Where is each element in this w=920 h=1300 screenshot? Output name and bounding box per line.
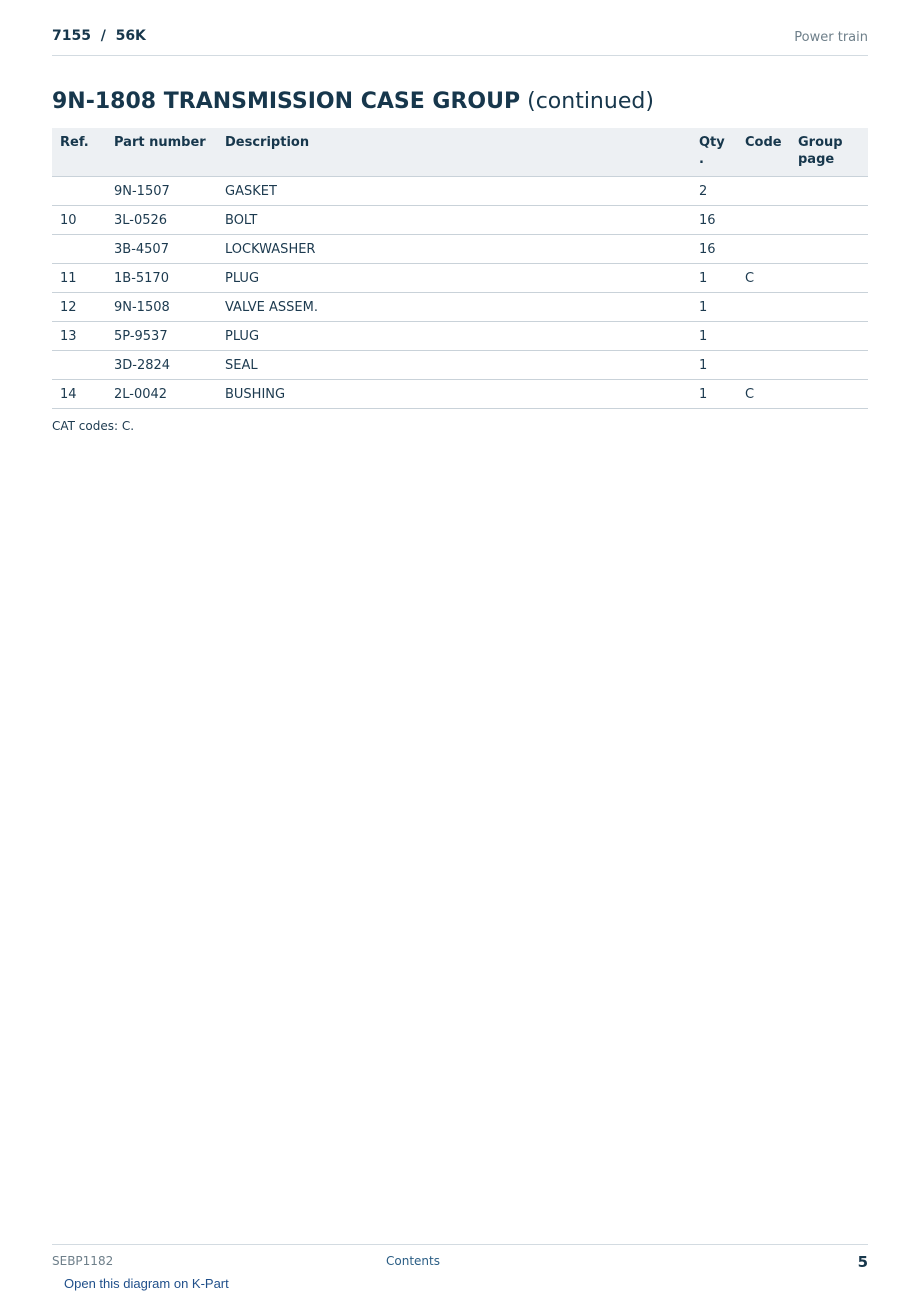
cell-part-number: 9N-1507: [106, 177, 217, 206]
title-suffix: (continued): [527, 89, 654, 114]
cell-ref: 10: [52, 206, 106, 235]
cell-description: BUSHING: [217, 380, 691, 409]
cell-code: [737, 351, 790, 380]
cell-qty: 1: [691, 351, 737, 380]
parts-table-body: [52, 177, 868, 409]
table-row: [52, 322, 868, 351]
cell-code: C: [737, 264, 790, 293]
table-row: [52, 380, 868, 409]
cell-qty: 16: [691, 206, 737, 235]
cell-part-number: 5P-9537: [106, 322, 217, 351]
cell-group-page: [790, 322, 868, 351]
col-header-group-page: Group page: [790, 128, 868, 177]
cell-group-page: [790, 235, 868, 264]
group-title: 9N-1808 TRANSMISSION CASE GROUP: [52, 89, 521, 114]
cell-description: GASKET: [217, 177, 691, 206]
table-row: [52, 235, 868, 264]
table-row: [52, 206, 868, 235]
cell-ref: [52, 351, 106, 380]
section-label: Power train: [794, 30, 868, 45]
col-header-description: Description: [217, 128, 691, 177]
cell-group-page: [790, 177, 868, 206]
cell-part-number: 9N-1508: [106, 293, 217, 322]
table-row: [52, 351, 868, 380]
cell-code: [737, 206, 790, 235]
cell-qty: 1: [691, 322, 737, 351]
page-number: 5: [857, 1253, 868, 1271]
col-header-ref: Ref.: [52, 128, 106, 177]
cell-ref: 11: [52, 264, 106, 293]
cell-group-page: [790, 206, 868, 235]
page-header: [52, 28, 868, 56]
cell-code: [737, 322, 790, 351]
open-k-part-link[interactable]: Open this diagram on K-Part: [64, 1276, 229, 1291]
cell-ref: 14: [52, 380, 106, 409]
cell-ref: [52, 177, 106, 206]
cell-part-number: 2L-0042: [106, 380, 217, 409]
cell-code: C: [737, 380, 790, 409]
cell-code: [737, 177, 790, 206]
cell-group-page: [790, 293, 868, 322]
cell-ref: 12: [52, 293, 106, 322]
cell-group-page: [790, 264, 868, 293]
cell-group-page: [790, 380, 868, 409]
cell-qty: 1: [691, 264, 737, 293]
table-row: [52, 264, 868, 293]
table-row: [52, 177, 868, 206]
col-header-code: Code: [737, 128, 790, 177]
cell-ref: 13: [52, 322, 106, 351]
cell-code: [737, 293, 790, 322]
cell-description: LOCKWASHER: [217, 235, 691, 264]
cell-ref: [52, 235, 106, 264]
table-row: [52, 293, 868, 322]
document-id: SEBP1182: [52, 1254, 114, 1268]
cell-qty: 1: [691, 380, 737, 409]
cell-description: BOLT: [217, 206, 691, 235]
cell-part-number: 1B-5170: [106, 264, 217, 293]
col-header-part-number: Part number: [106, 128, 217, 177]
col-header-qty: Qty .: [691, 128, 737, 177]
parts-table: [52, 128, 868, 409]
cat-codes-note: CAT codes: C.: [52, 419, 135, 433]
page-title: [52, 89, 654, 114]
cell-group-page: [790, 351, 868, 380]
cell-description: VALVE ASSEM.: [217, 293, 691, 322]
cell-part-number: 3L-0526: [106, 206, 217, 235]
cell-description: PLUG: [217, 264, 691, 293]
model-label: 7155 / 56K: [52, 28, 146, 44]
cell-part-number: 3D-2824: [106, 351, 217, 380]
cell-qty: 1: [691, 293, 737, 322]
cell-description: PLUG: [217, 322, 691, 351]
cell-description: SEAL: [217, 351, 691, 380]
contents-link[interactable]: Contents: [386, 1254, 440, 1268]
cell-part-number: 3B-4507: [106, 235, 217, 264]
cell-qty: 2: [691, 177, 737, 206]
cell-qty: 16: [691, 235, 737, 264]
cell-code: [737, 235, 790, 264]
parts-table-header: [52, 128, 868, 177]
